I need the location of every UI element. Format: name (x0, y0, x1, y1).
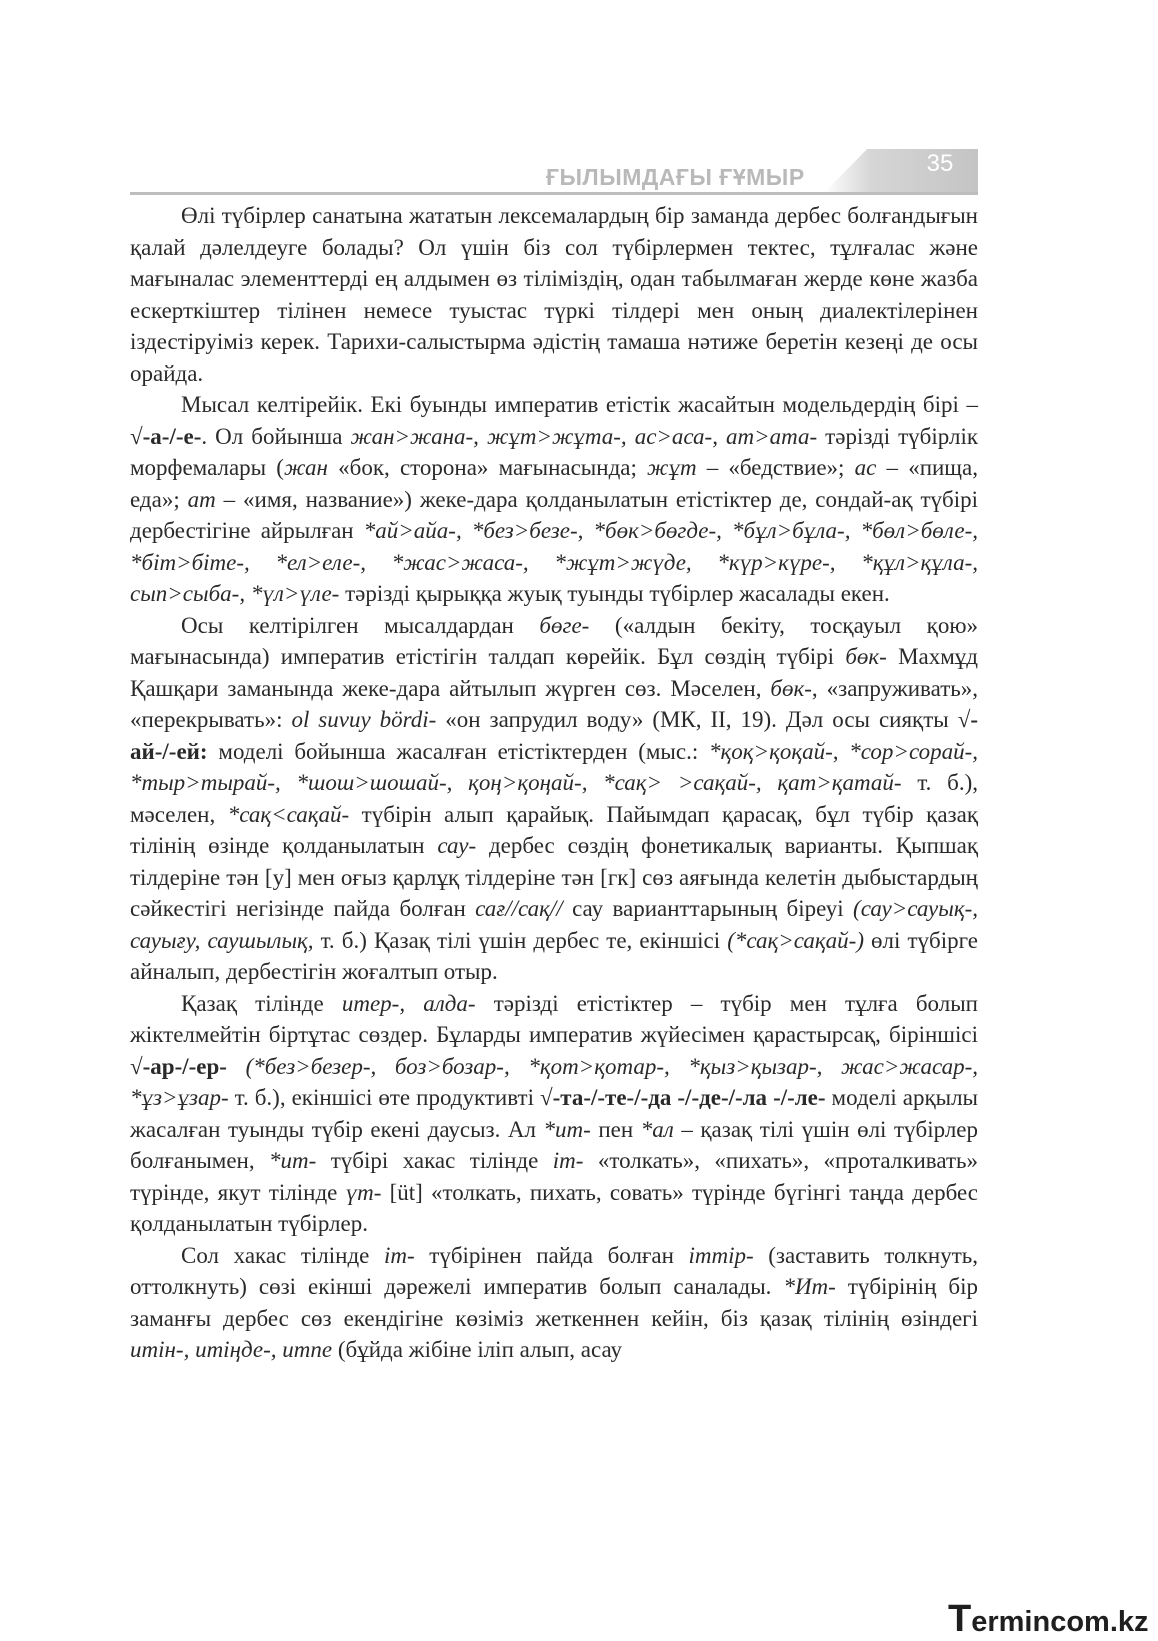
italic-run: жан (283, 455, 328, 480)
text-run: т. б.) Қазақ тілі үшін дербес те, екіншісі (313, 927, 728, 953)
text-run: Қазақ тілінде (181, 990, 342, 1016)
text-run: – «пища, еда»; (130, 455, 978, 512)
text-run: дербес сөздің фонетикалық варианты. Қыпшақ тілдеріне тән [у] мен оғыз қарлұқ тілдеріне тән [гк] сөз аяғында келетін дыбыстардың сәйкестігі негізінде пайда болған (130, 833, 978, 921)
bold-run: √-ар-/-ер- (130, 1053, 227, 1079)
paragraph (130, 988, 978, 1240)
italic-run: бөге- (539, 612, 590, 638)
text-run: – «имя, название») жеке-дара қолданылатын етістіктер де, сондай-ақ түбірі дербестігіне айрылған (130, 486, 978, 543)
italic-run: бөк- (770, 675, 812, 701)
bold-run: √-та-/-те-/-да -/-де-/-ла -/-ле- (539, 1085, 826, 1110)
text-run: . Ол бойынша (201, 423, 351, 449)
text-run: (заставить толкнуть, оттолкнуть) сөзі екінші дәрежелі императив болып саналады. (130, 1242, 978, 1299)
bold-run: √-а-/-е- (130, 423, 202, 449)
text-run: тәрізді түбірлік морфемалары ( (130, 423, 979, 480)
text-run: өлі түбірге айналып, дербестігін жоғалтып отыр. (130, 927, 978, 984)
text-run: т. б.), екіншісі өте продуктивті (228, 1085, 540, 1110)
site-watermark: Termincom.kz (948, 1598, 1149, 1640)
text-run: «бок, сторона» мағынасында; (327, 455, 648, 480)
text-run: («алдын бекіту, тосқауыл қою» мағынасында) императив етістігін талдап көрейік. Бұл сөздің түбірі (130, 612, 978, 669)
text-run: сау варианттарының біреуі (562, 896, 854, 921)
paragraph (130, 200, 978, 389)
text-run: Сол хакас тілінде (181, 1242, 384, 1268)
italic-run: (сау>сауық-, сауығу, саушылық, (130, 896, 979, 953)
text-run: «он запрудил воду» (МК, ІІ, 19). Дәл осы сияқты (436, 707, 958, 732)
text-run: түбірін алып қарайық. Пайымдап қарасақ, бұл түбір қазақ тілінің өзінде қолданылатын (130, 801, 978, 858)
italic-run: *қоқ>қоқай-, *сор>сорай-, *тыр>тырай-, *шош>шошай-, қоң>қоңай-, *сақ> >сақай-, қат>қатай- (130, 738, 978, 795)
text-run: (бұйда жібіне іліп алып, асау (332, 1337, 623, 1362)
italic-run: іт- (384, 1242, 415, 1268)
italic-run: итер-, алда- (341, 990, 476, 1016)
text-run: Өлі түбірлер санатына жататын лексемалардың бір заманда дербес болғандығын қалай дәлелдеуге болады? Ол үшін біз сол түбірлермен тектес, тұлғалас және мағыналас элементтерді ең алдымен өз тіліміздің, одан табылмаған жерде көне жазба ескерткіштер тілінен немесе туыстас түркі тілдері мен оның диалектілерінен іздестіруіміз керек. Тарихи-салыстырма әдістің тамаша нәтиже беретін кезеңі де осы орайда. (130, 203, 978, 386)
text-run: т. б.), мәселен, (130, 770, 979, 827)
text-run: Махмұд Қашқари заманында жеке-дара айтылып жүрген сөз. Мәселен, (130, 644, 978, 701)
text-run: – қазақ тілі үшін өлі түбірлер болғанымен, (130, 1116, 979, 1173)
text-run: моделі арқылы жасалған туынды түбір екені даусыз. Ал (130, 1085, 978, 1142)
body-text (130, 200, 978, 1366)
italic-run: іт- (552, 1148, 584, 1173)
italic-run: ат (187, 486, 216, 512)
italic-run: *сақ<сақай- (227, 801, 350, 827)
text-run: пен (590, 1116, 641, 1142)
italic-run: сау- (437, 833, 477, 858)
text-run: Осы келтірілген мысалдардан (181, 612, 540, 638)
text-run: Мысал келтірейік. Екі буынды императив етістік жасайтын модельдердің бірі – (181, 392, 978, 417)
italic-run: ol suvuy bördi- (291, 707, 437, 732)
italic-run: жұт (647, 455, 697, 480)
text-run: түбірі хакас тілінде (316, 1148, 553, 1173)
paragraph (130, 389, 978, 610)
text-run: түбірінің бір заманғы дербес сөз екендігіне көзіміз жеткеннен кейін, біз қазақ тілінің өзіндегі (130, 1274, 978, 1331)
text-run: , «запруживать», «перекрывать»: (130, 675, 978, 732)
text-run: моделі бойынша жасалған етістіктерден (мыс.: (207, 738, 710, 764)
text-run: «толкать», «пихать», «проталкивать» түрінде, якут тілінде (130, 1148, 978, 1205)
italic-run: *Ит- (783, 1274, 836, 1299)
italic-run: *ал (640, 1116, 674, 1142)
page-number: 35 (926, 150, 954, 177)
text-run: – «бедствие»; (696, 455, 855, 480)
text-run: тәрізді етістіктер – түбір мен тұлға болып жіктелмейтін біртұтас сөздер. Бұларды императив жүйесімен қарастырсақ, біріншісі (130, 990, 978, 1047)
italic-run: *ай>айа-, *без>безе-, *бөк>бөгде-, *бұл>бұла-, *бөл>бөле-, *біт>біте-, *ел>еле-, *жас>жаса-, *жұт>жүде, *күр>күре-, *құл>құла-, сып>сыба-, *үл>үле- (130, 518, 979, 606)
italic-run: үт- (345, 1179, 382, 1205)
italic-run: ас (854, 455, 877, 480)
paragraph (130, 1240, 978, 1366)
text-run: түбірінен пайда болған (414, 1242, 689, 1268)
italic-run: *ит- (269, 1148, 317, 1173)
italic-run: сағ//сақ// (475, 896, 563, 921)
bold-run: √-ай-/-ей: (130, 707, 978, 764)
text-run: [üt] «толкать, пихать, совать» түрінде бүгінгі таңда дербес қолданылатын түбірлер. (130, 1179, 978, 1236)
italic-run: бөк- (845, 644, 887, 669)
italic-run: итін-, итіңде-, итпе (130, 1337, 333, 1362)
text-run (227, 1054, 246, 1079)
italic-run: (*без>безер-, боз>бозар-, *қот>қотар-, *қыз>қызар-, жас>жасар-, *ұз>ұзар- (130, 1053, 978, 1110)
running-title: ҒЫЛЫМДАҒЫ ҒҰМЫР (546, 164, 805, 190)
italic-run: *ит- (543, 1116, 591, 1142)
italic-run: іттір- (688, 1242, 754, 1268)
paragraph (130, 610, 978, 988)
italic-run: (*сақ>сақай-) (727, 927, 864, 953)
italic-run: жан>жана-, жұт>жұта-, ас>аса-, ат>ата- (350, 423, 818, 449)
header-divider (130, 192, 978, 195)
text-run: тәрізді қырыққа жуық туынды түбірлер жасалады екен. (339, 581, 890, 606)
